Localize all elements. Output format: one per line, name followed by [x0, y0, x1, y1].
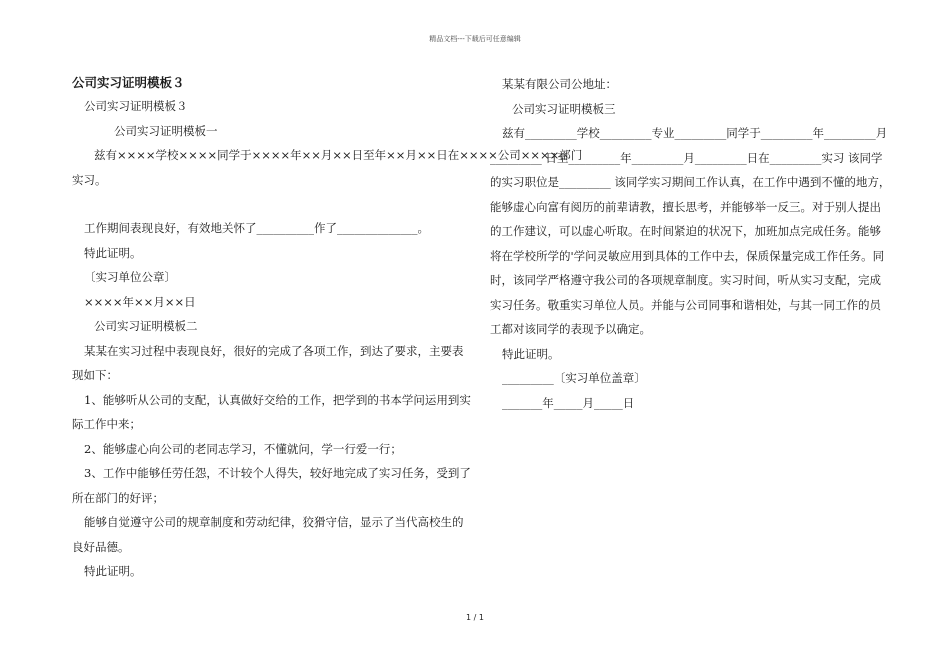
template-two-intro: 某某在实习过程中表现良好，很好的完成了各项工作，到达了要求，主要表: [84, 343, 464, 358]
template-two-item: 1、能够听从公司的支配，认真做好交给的工作，把学到的书本学问运用到实: [84, 392, 471, 407]
template-three-line: 时，该同学严格遵守我公司的各项规章制度。实习时间，听从实习支配，完成: [490, 273, 881, 287]
template-one-heading: 公司实习证明模板一: [114, 123, 218, 138]
template-two-item: 良好品德。: [72, 539, 130, 554]
template-one-cert: 特此证明。: [84, 245, 142, 260]
template-three-line: 将在学校所学的'学问灵敏应用到具体的工作中去，保质保量完成工作任务。同: [490, 248, 885, 263]
page-number: 1 / 1: [466, 613, 484, 622]
template-one-seal: 〔实习单位公章〕: [84, 270, 176, 284]
template-two-item: 2、能够虚心向公司的老同志学习，不懂就问，学一行爱一行；: [84, 441, 402, 456]
template-three-line: _________ 日至_________年_________月_________日在_________实习 该同学: [490, 150, 883, 165]
template-three-line: 兹有_________学校_________专业_________同学于_________年_________月: [502, 126, 888, 140]
template-two-intro: 现如下：: [72, 368, 118, 382]
subtitle: 公司实习证明模板３: [84, 99, 188, 113]
document-title: 公司实习证明模板３: [72, 75, 185, 90]
template-three-line: 的工作建议，可以虚心听取。在时间紧迫的状况下，加班加点完成任务。能够: [490, 224, 881, 238]
template-three-line: 实习任务。敬重实习单位人员。并能与公司同事和谐相处，与其一同工作的员: [490, 297, 881, 312]
template-three-heading: 公司实习证明模板三: [512, 101, 616, 116]
template-three-cert: 特此证明。: [502, 346, 560, 361]
template-two-item: 际工作中来；: [72, 417, 141, 431]
right-column: [490, 72, 891, 415]
template-two-item: 所在部门的好评；: [72, 490, 164, 505]
template-two-item: 能够自觉遵守公司的规章制度和劳动纪律，狡猾守信，显示了当代高校生的: [84, 515, 464, 529]
page-header-note: 精品文档---下载后可任意编辑: [429, 35, 521, 43]
template-three-line: 工都对该同学的表现予以确定。: [490, 322, 651, 336]
blank-gap: [72, 192, 462, 216]
template-one-work: 工作期间表现良好，有效地关怀了__________作了______________。: [84, 221, 429, 235]
template-three-date: _______年_____月_____日: [502, 395, 635, 410]
template-three-line: 能够虚心向富有阅历的前辈请教，擅长思考，并能够举一反三。对于别人提出: [490, 199, 881, 214]
template-two-item: 3、工作中能够任劳任怨，不计较个人得失，较好地完成了实习任务，受到了: [84, 466, 471, 480]
company-address: 某某有限公司公地址：: [502, 77, 617, 91]
template-two-cert: 特此证明。: [84, 564, 142, 578]
template-two-heading: 公司实习证明模板二: [94, 319, 198, 333]
template-one-date: ××××年××月××日: [84, 294, 196, 309]
template-three-seal: _________〔实习单位盖章〕: [502, 371, 646, 385]
template-three-line: 的实习职位是_________ 该同学实习期间工作认真，在工作中遇到不懂的地方，: [490, 175, 891, 189]
template-one-line: 兹有××××学校××××同学于××××年××月××日至年××月××日在××××公司××××部门: [94, 148, 583, 162]
template-one-line: 实习。: [72, 172, 107, 187]
